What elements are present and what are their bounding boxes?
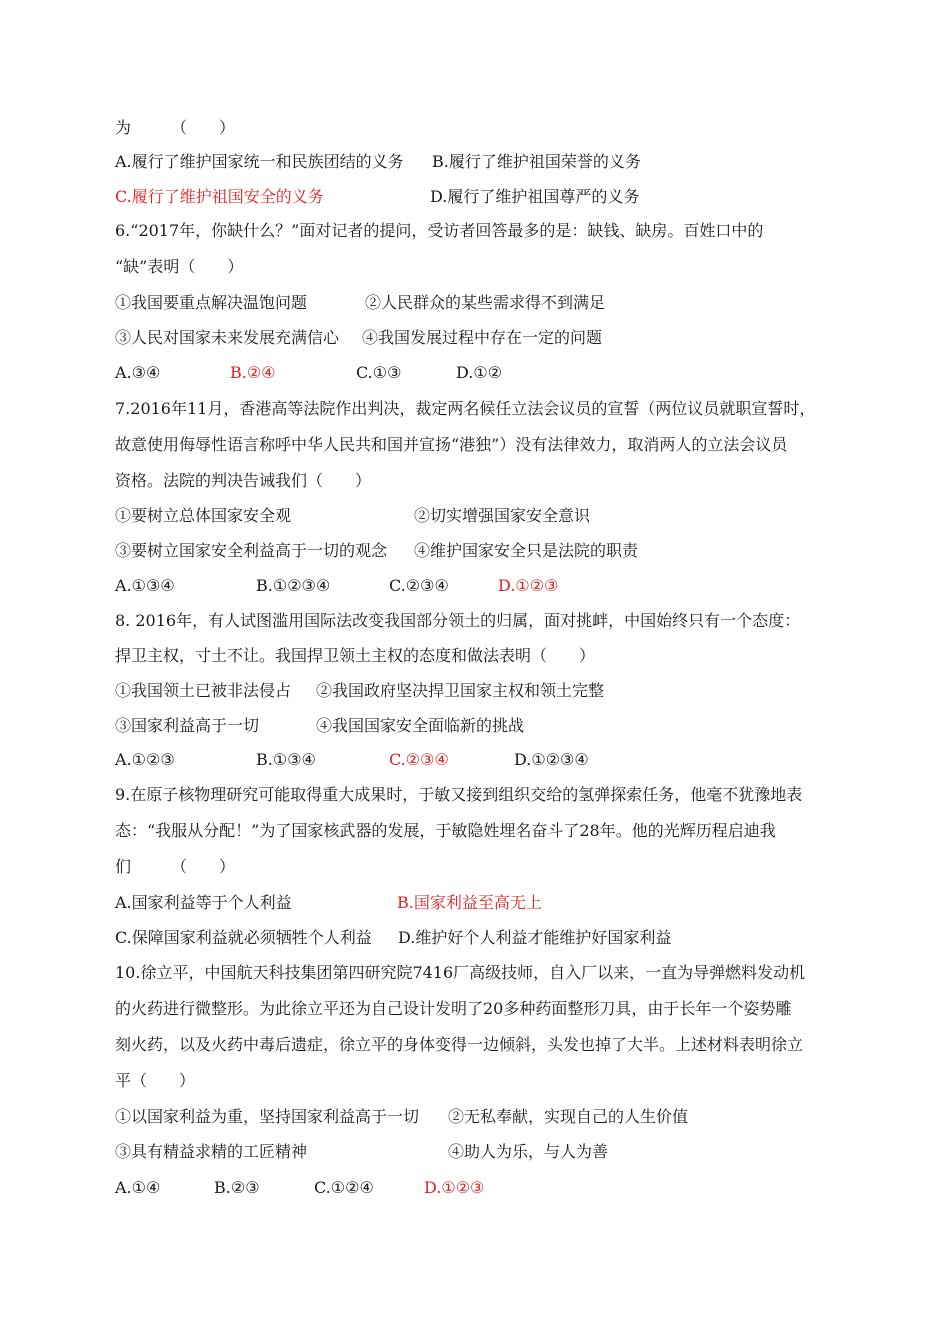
q5-option-c-answer: C.履行了维护祖国安全的义务 xyxy=(115,187,324,206)
q10-option-b: B.②③ xyxy=(214,1178,260,1197)
q8-statement-4: ④我国国家安全面临新的挑战 xyxy=(316,716,525,735)
q9-option-d: D.维护好个人利益才能维护好国家利益 xyxy=(398,928,672,947)
q9-stem-line2: 态：“我服从分配！”为了国家核武器的发展，于敏隐姓埋名奋斗了28年。他的光辉历程启迪我 xyxy=(115,821,776,840)
q10-option-c: C.①②④ xyxy=(314,1178,374,1197)
q7-stem-line2: 故意使用侮辱性语言称呼中华人民共和国并宣扬“港独”）没有法律效力，取消两人的立法会议员 xyxy=(115,435,788,454)
q10-statement-4: ④助人为乐，与人为善 xyxy=(448,1142,609,1161)
q6-stem-line1: 6.“2017年，你缺什么？”面对记者的提问，受访者回答最多的是：缺钱、缺房。百姓口中的 xyxy=(115,221,764,240)
q7-option-a: A.①③④ xyxy=(115,576,175,595)
q5-option-d: D.履行了维护祖国尊严的义务 xyxy=(430,187,640,206)
q8-option-d: D.①②③④ xyxy=(514,750,589,769)
q8-stem-line2: 捍卫主权，寸土不让。我国捍卫领土主权的态度和做法表明（ ） xyxy=(115,646,596,665)
q10-statement-2: ②无私奉献，实现自己的人生价值 xyxy=(448,1107,689,1126)
q10-statement-3: ③具有精益求精的工匠精神 xyxy=(115,1142,308,1161)
q8-option-a: A.①②③ xyxy=(115,750,175,769)
q8-statement-3: ③国家利益高于一切 xyxy=(115,716,260,735)
q7-option-d-answer: D.①②③ xyxy=(498,576,559,595)
q5-stem-tail: 为 （ ） xyxy=(115,118,236,137)
q7-statement-1: ①要树立总体国家安全观 xyxy=(115,506,292,525)
q9-option-c: C.保障国家利益就必须牺牲个人利益 xyxy=(115,928,372,947)
q7-option-c: C.②③④ xyxy=(389,576,449,595)
q5-option-b: B.履行了维护祖国荣誉的义务 xyxy=(432,152,641,171)
q10-option-d-answer: D.①②③ xyxy=(424,1178,485,1197)
q6-statement-2: ②人民群众的某些需求得不到满足 xyxy=(365,293,606,312)
q8-statement-2: ②我国政府坚决捍卫国家主权和领土完整 xyxy=(316,681,605,700)
q7-statement-4: ④维护国家安全只是法院的职责 xyxy=(414,541,639,560)
q10-stem-line3: 刻火药，以及火药中毒后遗症，徐立平的身体变得一边倾斜，头发也掉了大半。上述材料表明徐立 xyxy=(115,1035,804,1054)
q6-statement-1: ①我国要重点解决温饱问题 xyxy=(115,293,308,312)
q8-option-c-answer: C.②③④ xyxy=(389,750,449,769)
q6-statement-4: ④我国发展过程中存在一定的问题 xyxy=(362,328,603,347)
q6-option-a: A.③④ xyxy=(115,363,161,382)
q8-option-b: B.①③④ xyxy=(256,750,316,769)
q8-statement-1: ①我国领土已被非法侵占 xyxy=(115,681,292,700)
q9-stem-line1: 9.在原子核物理研究可能取得重大成果时，于敏又接到组织交给的氢弹探索任务，他毫不犹豫地表 xyxy=(115,785,803,804)
q6-option-d: D.①② xyxy=(456,363,503,382)
q10-statement-1: ①以国家利益为重，坚持国家利益高于一切 xyxy=(115,1107,420,1126)
q6-stem-line2: “缺”表明（ ） xyxy=(115,257,244,276)
q9-option-b-answer: B.国家利益至高无上 xyxy=(397,893,542,912)
q10-option-a: A.①④ xyxy=(115,1178,161,1197)
q5-option-a: A.履行了维护国家统一和民族团结的义务 xyxy=(115,152,404,171)
q9-option-a: A.国家利益等于个人利益 xyxy=(115,893,292,912)
q10-stem-line4: 平（ ） xyxy=(115,1071,196,1090)
q7-statement-3: ③要树立国家安全利益高于一切的观念 xyxy=(115,541,388,560)
q7-option-b: B.①②③④ xyxy=(256,576,331,595)
q7-stem-line1: 7.2016年11月，香港高等法院作出判决，裁定两名候任立法会议员的宣誓（两位议员就职宣誓时， xyxy=(115,399,816,418)
q10-stem-line1: 10.徐立平，中国航天科技集团第四研究院7416厂高级技师，自入厂以来，一直为导弹燃料发动机 xyxy=(115,963,806,982)
q10-stem-line2: 的火药进行微整形。为此徐立平还为自己设计发明了20多种药面整形刀具，由于长年一个姿势雕 xyxy=(115,999,792,1018)
q6-statement-3: ③人民对国家未来发展充满信心 xyxy=(115,328,340,347)
q7-statement-2: ②切实增强国家安全意识 xyxy=(414,506,591,525)
q6-option-b-answer: B.②④ xyxy=(230,363,276,382)
q6-option-c: C.①③ xyxy=(356,363,402,382)
q8-stem-line1: 8. 2016年，有人试图滥用国际法改变我国部分领土的归属，面对挑衅，中国始终只有一个态度： xyxy=(115,611,801,630)
q7-stem-line3: 资格。法院的判决告诫我们（ ） xyxy=(115,471,372,490)
q9-stem-line3: 们 （ ） xyxy=(115,857,236,876)
